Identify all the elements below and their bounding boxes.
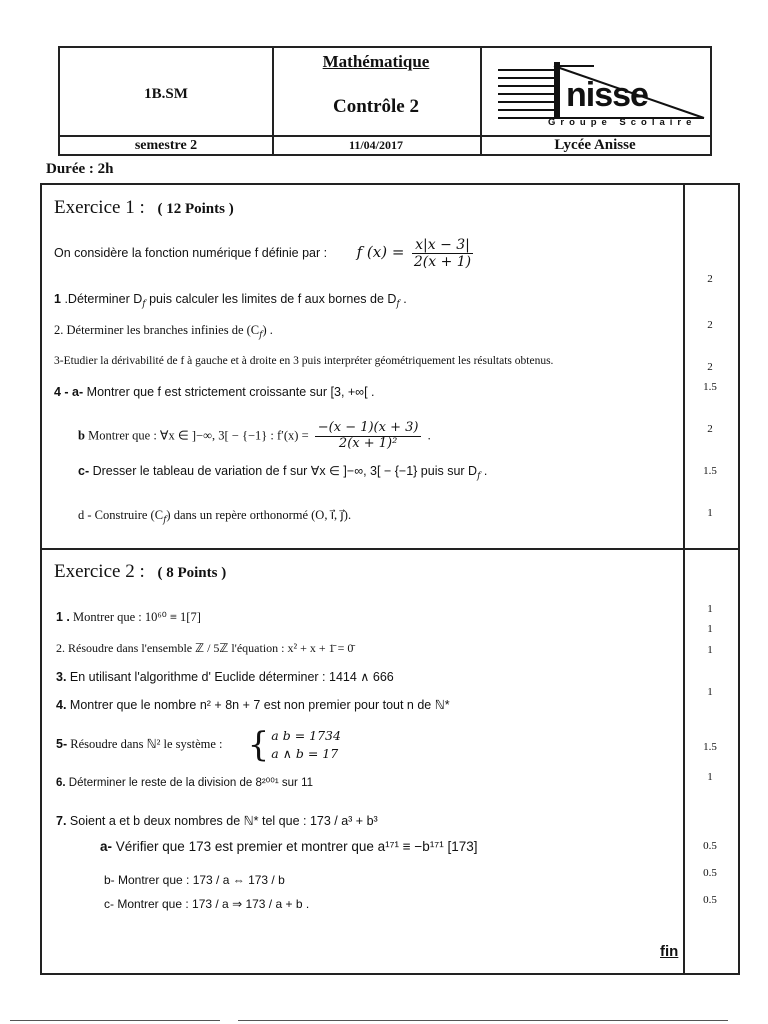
end-label: fin <box>660 943 679 960</box>
ex1-q2-text: Déterminer les branches infinies de (C <box>66 323 260 337</box>
ex2-question-5 <box>56 725 341 766</box>
exercise-2-heading <box>54 561 226 583</box>
ex2-question-1 <box>56 609 201 625</box>
ex1-points-q3: 2 <box>707 361 713 373</box>
ex2-q7a-text: Vérifier que 173 est premier et montrer que a¹⁷¹ ≡ −b¹⁷¹ [173] <box>115 839 478 854</box>
ex1-points-q2: 2 <box>707 319 713 331</box>
ex2-points-q2: 1 <box>707 644 713 656</box>
ex1-points-q4a: 1.5 <box>703 381 717 393</box>
ex1-intro-text: On considère la fonction numérique f définie par : <box>54 245 328 260</box>
class-label: 1B.SM <box>144 86 188 102</box>
ex1-question-4c: c- Dresser le tableau de variation de f sur ∀x ∈ ]−∞, 3[ − {−1} puis sur $D_f$ . <box>78 464 488 482</box>
ex2-q7-number: 7. <box>56 814 67 828</box>
ex1-q1-number: 1 <box>54 292 61 306</box>
ex2-points-q5: 1.5 <box>703 741 717 753</box>
ex2-q3-number: 3. <box>56 670 67 684</box>
ex2-question-7a <box>100 839 477 854</box>
ex1-points-q4d: 1 <box>707 507 713 519</box>
ex1-function-fraction <box>411 237 474 270</box>
school-logo <box>494 56 708 132</box>
ex2-question-4 <box>56 697 450 712</box>
logo-text: nisse <box>566 76 648 114</box>
exam-date: 11/04/2017 <box>348 138 403 152</box>
ex1-question-4d: d - Construire $(C_f)$ dans un repère orthonormé (O, i⃗, j⃗). <box>78 508 352 526</box>
ex1-q4a-number: 4 - a- <box>54 385 84 399</box>
ex2-q6-number: 6. <box>56 777 66 789</box>
ex2-q4-text: Montrer que le nombre n² + 8n + 7 est non premier pour tout n de ℕ* <box>69 698 450 712</box>
bottom-rule-left <box>10 1020 220 1021</box>
ex2-question-2 <box>56 641 353 656</box>
exercise-1-points: ( 12 Points ) <box>157 201 234 217</box>
ex2-points-q4: 1 <box>707 686 713 698</box>
ex1-q4b-text: Montrer que : ∀x ∈ ]−∞, 3[ − {−1} : f′(x) = <box>88 428 309 443</box>
ex2-q6-text: Déterminer le reste de la division de 8²⁰⁰¹ sur 11 <box>68 777 314 789</box>
ex1-q1-text: .Déterminer D <box>64 292 143 306</box>
ex2-q7-text: Soient a et b deux nombres de ℕ* tel que : 173 / a³ + b³ <box>69 814 378 828</box>
exercise-2-title: Exercice 2 : <box>54 561 145 582</box>
exercise-1-title: Exercice 1 : <box>54 197 145 218</box>
ex1-derivative-denominator: 2(x + 1)² <box>338 435 398 451</box>
ex2-q7a-number: a- <box>100 839 113 854</box>
ex1-q4d-text: d - Construire (C <box>78 508 164 522</box>
ex1-function-lhs: f (x) = <box>356 242 405 261</box>
ex1-points-q1: 2 <box>707 273 713 285</box>
ex2-question-7 <box>56 813 378 828</box>
ex1-q2-number: 2. <box>54 323 64 337</box>
ex2-points-q6: 1 <box>707 771 713 783</box>
ex1-derivative-fraction <box>315 421 422 452</box>
ex2-points-q7a: 0.5 <box>703 840 717 852</box>
ex2-system-line-1: a b = 1734 <box>271 728 341 743</box>
ex1-q4d-text-b: ) dans un repère orthonormé (O, i⃗, j⃗). <box>166 508 352 522</box>
semester-label: semestre 2 <box>134 138 198 153</box>
ex2-points-q7b: 0.5 <box>703 867 717 879</box>
ex2-q1-number: 1 . <box>56 610 70 624</box>
ex2-points-q1b: 1 <box>707 623 713 635</box>
bottom-rule-right <box>238 1020 728 1021</box>
ex1-question-4a <box>54 385 375 399</box>
duration-label: Durée : 2h <box>46 161 114 177</box>
header-table <box>58 46 712 156</box>
ex1-question-2: 2. Déterminer les branches infinies de $(C_f)$ . <box>54 323 273 341</box>
ex2-question-3 <box>56 669 394 684</box>
ex1-q4a-text: Montrer que f est strictement croissante sur [3, +∞[ . <box>86 385 375 399</box>
ex2-q3-text: En utilisant l'algorithme d' Euclide déterminer : 1414 ∧ 666 <box>69 670 394 684</box>
ex2-q5-number: 5- <box>56 737 68 751</box>
ex2-points-q1: 1 <box>707 603 713 615</box>
ex1-question-1: 1 .Déterminer $D_f$ puis calculer les limites de f aux bornes de $D_f$ . <box>54 292 407 310</box>
ex2-q4-number: 4. <box>56 698 67 712</box>
ex1-question-3: 3-Etudier la dérivabilité de f à gauche et à droite en 3 puis interpréter géométriquement les résultats obtenus. <box>54 355 554 367</box>
ex1-q4c-number: c- <box>78 464 90 478</box>
exercise-2-points: ( 8 Points ) <box>157 565 227 581</box>
ex1-function-numerator: x|x − 3| <box>412 237 473 254</box>
ex2-q2-number: 2. <box>56 641 65 655</box>
ex2-system-line-2: a ∧ b = 17 <box>271 746 339 762</box>
logo-subtext: Groupe Scolaire <box>548 117 697 128</box>
ex1-q4c-text: Dresser le tableau de variation de f sur ∀x ∈ ]−∞, 3[ − {−1} puis sur D <box>92 464 478 478</box>
exercises-frame <box>40 183 740 975</box>
ex1-points-q4b: 2 <box>707 423 713 435</box>
ex2-system: { a b = 1734 a ∧ b = 17 <box>247 725 341 766</box>
ex1-points-q4c: 1.5 <box>703 465 717 477</box>
subject-title: Mathématique <box>322 52 430 71</box>
ex2-points-q7c: 0.5 <box>703 894 717 906</box>
ex2-question-7b: b- Montrer que : 173 / a ⇔ 173 / b <box>104 873 285 887</box>
ex1-q1-text-b: puis calculer les limites de f aux bornes de D <box>149 292 397 306</box>
ex1-function-denominator: 2(x + 1) <box>413 254 472 271</box>
ex1-intro <box>54 237 477 270</box>
school-name: Lycée Anisse <box>554 137 636 153</box>
ex2-q2-text: Résoudre dans l'ensemble ℤ / 5ℤ l'équation : x² + x + 1̄ = 0̄ <box>68 641 354 655</box>
ex1-derivative-numerator: −(x − 1)(x + 3) <box>315 421 422 437</box>
ex1-q4b-number: b <box>78 428 85 443</box>
ex2-q1-text: Montrer que : 10⁶⁰ ≡ 1[7] <box>73 610 201 624</box>
test-title: Contrôle 2 <box>332 96 419 117</box>
ex1-question-4b: b Montrer que : ∀x ∈ ]−∞, 3[ − {−1} : f′(x) = $\frac{-(x - 1)(x + 3)}{\text{2(x + 1)²}}$ . <box>78 420 431 451</box>
ex2-q5-text: Résoudre dans ℕ² le système : <box>70 737 223 751</box>
exercise-1-heading <box>54 197 234 219</box>
ex2-question-7c: c- Montrer que : 173 / a ⇒ 173 / a + b . <box>104 897 310 911</box>
ex2-question-6 <box>56 775 313 789</box>
